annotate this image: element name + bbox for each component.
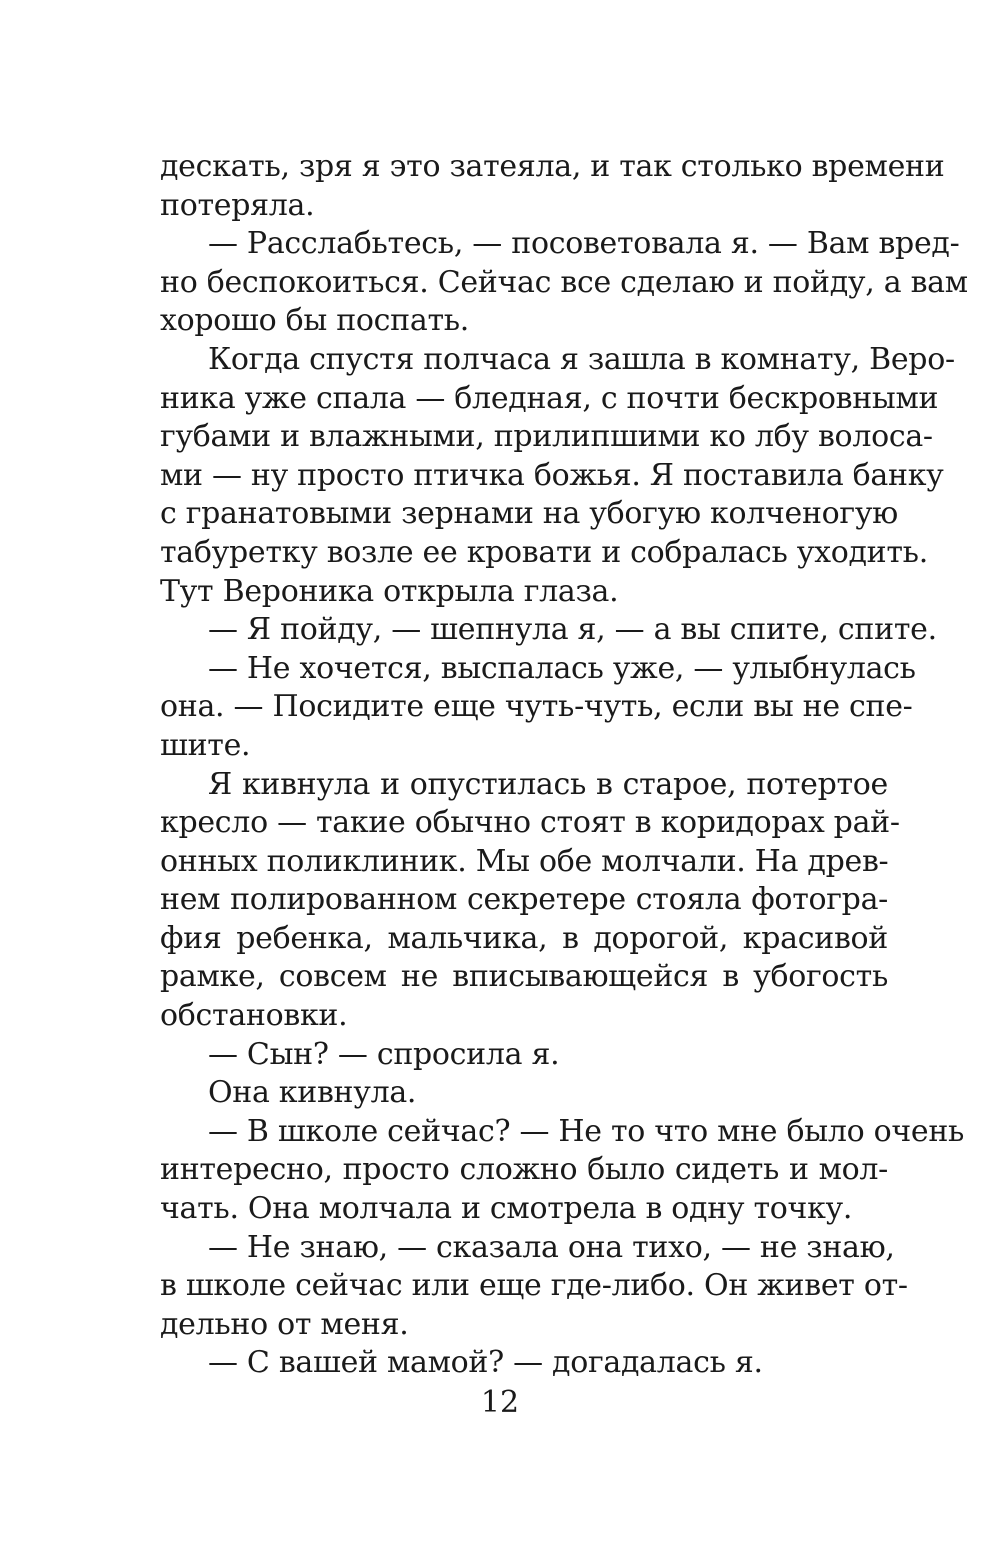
text-line: хорошо бы поспать. — [160, 303, 470, 339]
text-line: нем полированном секретере стояла фотогра- — [160, 882, 888, 918]
text-line: ми — ну просто птичка божья. Я поставила банку — [160, 457, 944, 493]
text-line: но беспокоиться. Сейчас все сделаю и пойду, а вам — [160, 264, 968, 300]
text-line: фия ребенка, мальчика, в дорогой, красивой — [160, 920, 888, 956]
text-line: интересно, просто сложно было сидеть и мол- — [160, 1152, 888, 1188]
text-line: — Сын? — спросила я. — [208, 1036, 560, 1072]
page-number: 12 — [480, 1385, 520, 1420]
text-line: Тут Вероника открыла глаза. — [160, 573, 619, 609]
text-line: рамке, совсем не вписывающейся в убогость — [160, 959, 888, 995]
text-line: Я кивнула и опустилась в старое, потертое — [208, 766, 888, 802]
text-line: с гранатовыми зернами на убогую колченогую — [160, 496, 899, 532]
text-line: Когда спустя полчаса я зашла в комнату, Веро- — [208, 341, 955, 377]
text-line: — Не хочется, выспалась уже, — улыбнулась — [208, 650, 916, 686]
text-line: ника уже спала — бледная, с почти бескровными — [160, 380, 939, 416]
text-line: — Я пойду, — шепнула я, — а вы спите, спите. — [208, 612, 937, 648]
text-line: губами и влажными, прилипшими ко лбу волоса- — [160, 419, 933, 455]
text-line: Она кивнула. — [208, 1075, 417, 1111]
body-text — [160, 148, 968, 1383]
text-line: она. — Посидите еще чуть-чуть, если вы не спе- — [160, 689, 913, 725]
text-line: — Не знаю, — сказала она тихо, — не знаю, — [208, 1229, 895, 1265]
text-line: потеряла. — [160, 187, 315, 223]
text-line: дельно от меня. — [160, 1306, 409, 1342]
text-line: — Расслабьтесь, — посоветовала я. — Вам вред- — [208, 226, 960, 262]
text-line: дескать, зря я это затеяла, и так столько времени — [160, 149, 945, 184]
text-line: кресло — такие обычно стоят в коридорах рай- — [160, 805, 900, 841]
text-line: — С вашей мамой? — догадалась я. — [208, 1345, 763, 1381]
text-line: чать. Она молчала и смотрела в одну точку. — [160, 1191, 853, 1227]
text-line: в школе сейчас или еще где-либо. Он живет от- — [160, 1268, 908, 1304]
text-line: шите. — [160, 727, 251, 763]
text-line: табуретку возле ее кровати и собралась уходить. — [160, 534, 928, 570]
text-line: обстановки. — [160, 998, 348, 1034]
text-line: онных поликлиник. Мы обе молчали. На древ- — [160, 843, 889, 879]
text-line: — В школе сейчас? — Не то что мне было очень — [208, 1113, 965, 1149]
